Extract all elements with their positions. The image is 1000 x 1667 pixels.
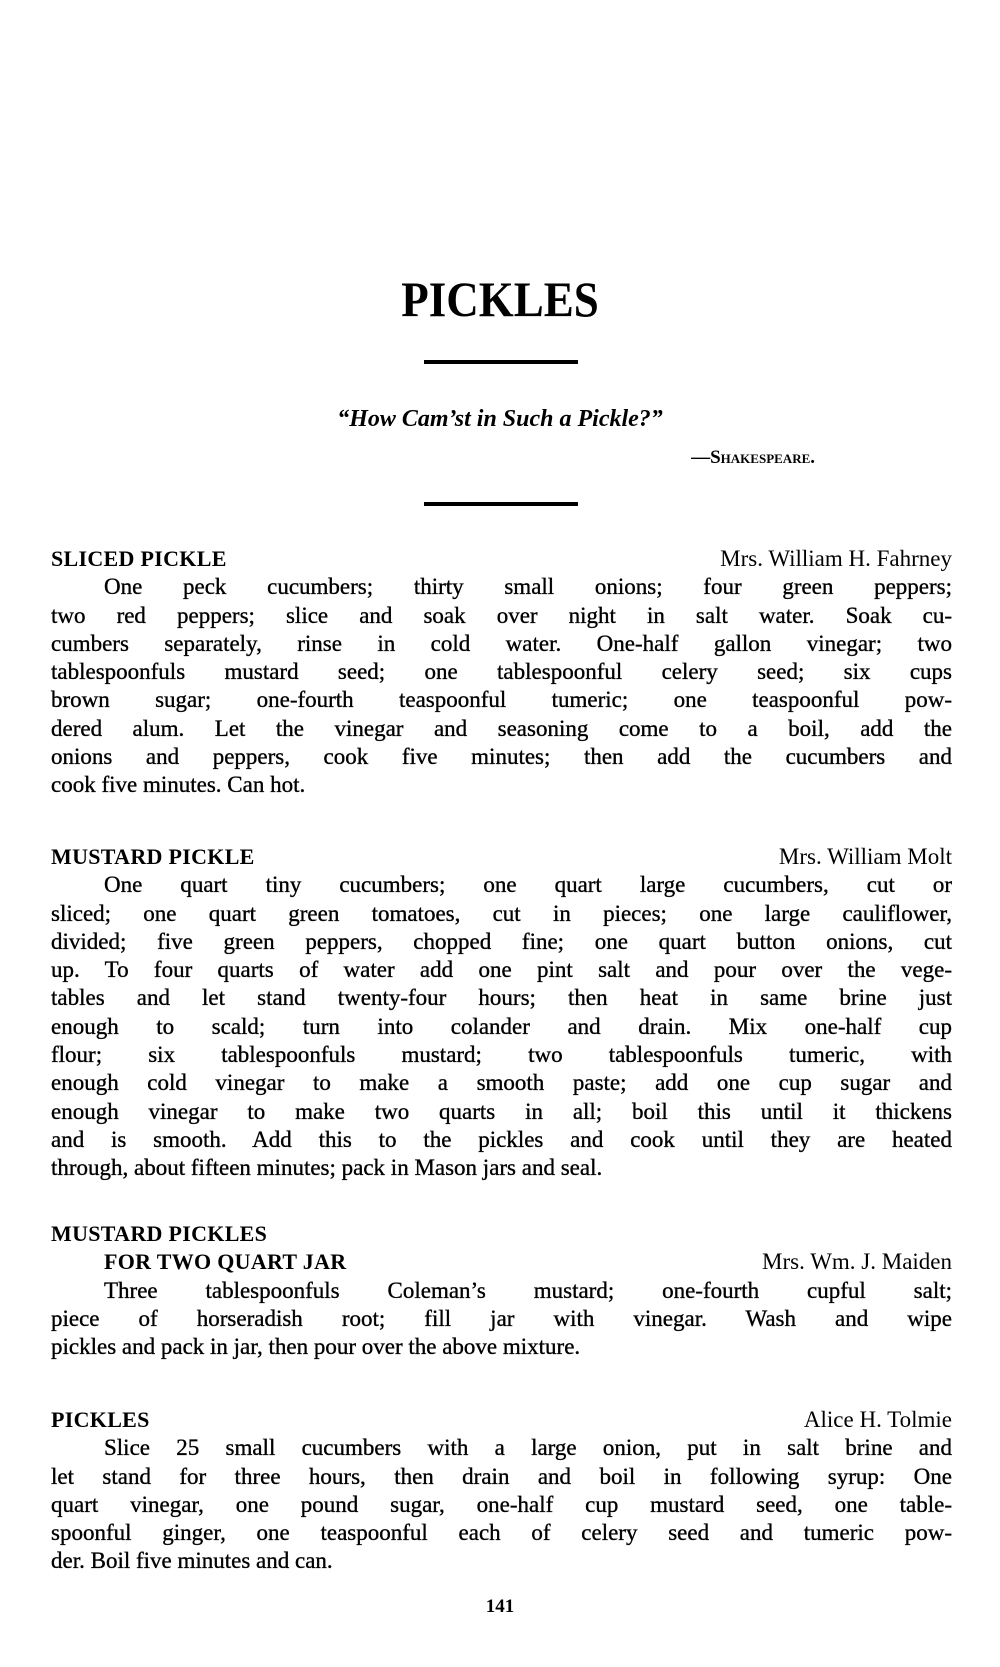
recipe-heading-row xyxy=(51,843,952,871)
divider-rule xyxy=(424,360,578,364)
recipe-text-line: divided; five green peppers, chopped fine; one quart button onions, cut xyxy=(51,928,952,954)
recipe-text-line: spoonful ginger, one teaspoonful each of celery seed and tumeric pow- xyxy=(51,1520,952,1546)
recipe-text-line: up. To four quarts of water add one pint salt and pour over the vege- xyxy=(51,957,952,983)
recipe-title: SLICED PICKLE xyxy=(51,546,227,571)
recipe-text-line: tables and let stand twenty-four hours; then heat in same brine just xyxy=(51,985,952,1011)
recipe-text-line: enough vinegar to make two quarts in all; boil this until it thickens xyxy=(51,1098,952,1124)
epigraph-quote: “How Cam’st in Such a Pickle?” xyxy=(337,406,663,432)
recipe-author: Mrs. Wm. J. Maiden xyxy=(762,1249,952,1275)
recipe-title: PICKLES xyxy=(51,1407,150,1432)
recipe-text-line: One quart tiny cucumbers; one quart large cucumbers, cut or xyxy=(104,872,952,898)
divider-rule xyxy=(424,502,578,506)
recipe-title: MUSTARD PICKLES xyxy=(51,1221,268,1246)
recipe-mustard-pickles-two-quart xyxy=(51,1220,952,1361)
recipe-text-line: onions and peppers, cook five minutes; then add the cucumbers and xyxy=(51,744,952,770)
recipe-text-line: tablespoonfuls mustard seed; one tablespoonful celery seed; six cups xyxy=(51,659,952,685)
recipe-title: MUSTARD PICKLE xyxy=(51,844,255,869)
recipe-text-line: sliced; one quart green tomatoes, cut in pieces; one large cauliflower, xyxy=(51,900,952,926)
page-number: 141 xyxy=(485,1596,515,1617)
recipe-text-line: and is smooth. Add this to the pickles and cook until they are heated xyxy=(51,1126,952,1152)
recipe-text-line: Three tablespoonfuls Coleman’s mustard; one-fourth cupful salt; xyxy=(104,1277,952,1303)
recipe-text-line: brown sugar; one-fourth teaspoonful tumeric; one teaspoonful pow- xyxy=(51,687,952,713)
recipe-text-line: flour; six tablespoonfuls mustard; two tablespoonfuls tumeric, with xyxy=(51,1042,952,1068)
recipe-author: Alice H. Tolmie xyxy=(803,1407,952,1432)
recipe-heading-row xyxy=(51,545,952,573)
page-title: PICKLES xyxy=(401,271,599,327)
recipe-heading-row xyxy=(51,1220,952,1248)
recipe-text-line: quart vinegar, one pound sugar, one-half cup mustard seed, one table- xyxy=(51,1491,952,1517)
recipe-heading-row xyxy=(51,1406,952,1434)
recipe-text-line: two red peppers; slice and soak over night in salt water. Soak cu- xyxy=(51,602,952,628)
recipe-author: Mrs. William H. Fahrney xyxy=(720,546,952,571)
recipe-text-line: enough cold vinegar to make a smooth paste; add one cup sugar and xyxy=(51,1070,952,1096)
recipe-text-line: cook five minutes. Can hot. xyxy=(51,772,306,798)
recipe-text-line: enough to scald; turn into colander and drain. Mix one-half cup xyxy=(51,1013,952,1039)
recipe-text-line: let stand for three hours, then drain and boil in following syrup: One xyxy=(51,1463,952,1489)
recipe-text-line: Slice 25 small cucumbers with a large onion, put in salt brine and xyxy=(104,1435,952,1461)
epigraph-attribution: —Shakespeare. xyxy=(691,447,815,468)
recipe-sliced-pickle xyxy=(51,545,952,800)
recipe-text-line: pickles and pack in jar, then pour over the above mixture. xyxy=(51,1334,581,1360)
recipe-text-line: dered alum. Let the vinegar and seasoning come to a boil, add the xyxy=(51,715,952,741)
recipe-author: Mrs. William Molt xyxy=(778,844,952,869)
recipe-mustard-pickle xyxy=(51,843,952,1183)
recipe-text-line: piece of horseradish root; fill jar with vinegar. Wash and wipe xyxy=(51,1305,952,1331)
recipe-text-line: cumbers separately, rinse in cold water. One-half gallon vinegar; two xyxy=(51,630,952,656)
recipe-subtitle: FOR TWO QUART JAR xyxy=(104,1249,347,1275)
recipe-text-line: One peck cucumbers; thirty small onions; four green peppers; xyxy=(104,574,952,600)
recipe-text-line: der. Boil five minutes and can. xyxy=(51,1548,333,1574)
recipe-heading-row xyxy=(51,1248,952,1276)
recipe-pickles xyxy=(51,1406,952,1576)
recipe-text-line: through, about fifteen minutes; pack in Mason jars and seal. xyxy=(51,1155,603,1181)
